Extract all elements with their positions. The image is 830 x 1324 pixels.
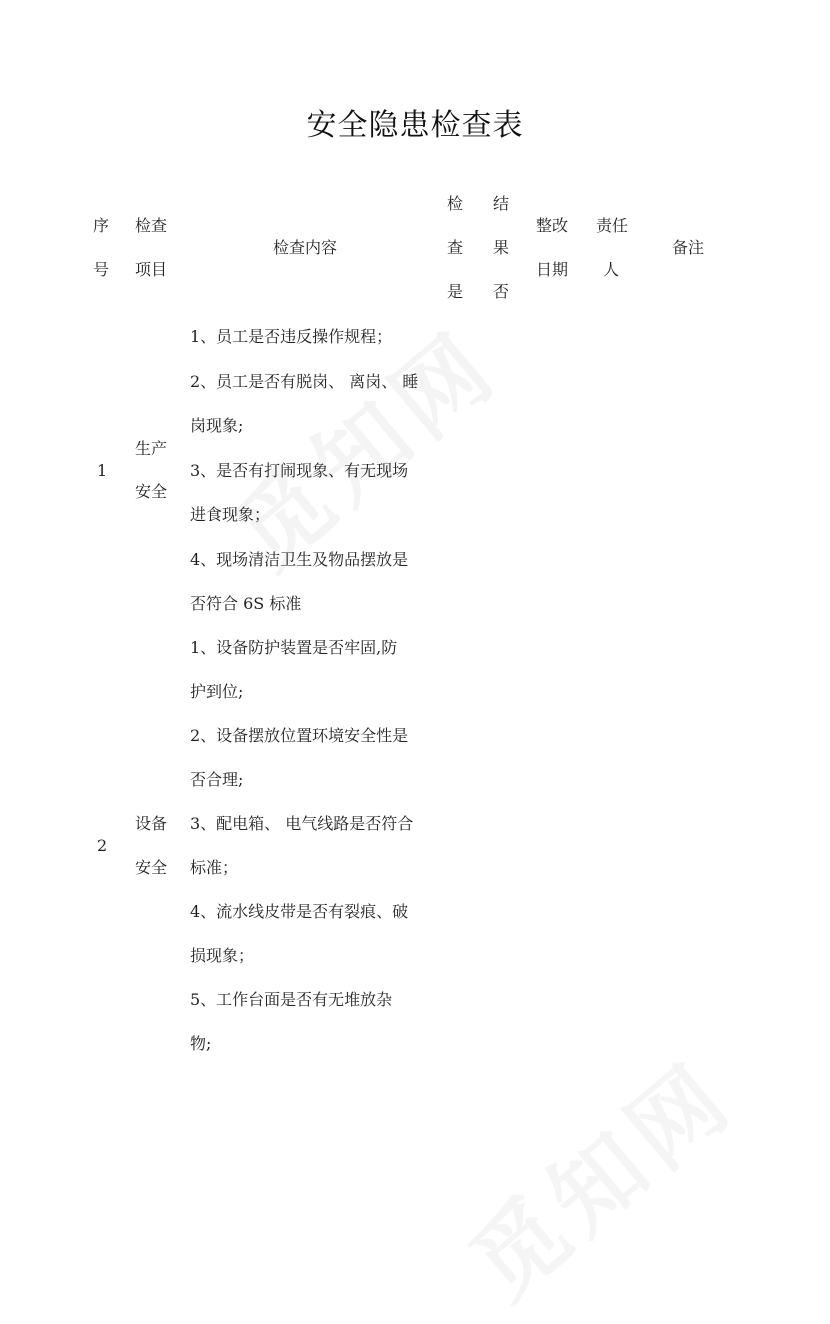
header-result-col1-line3: 是 (447, 282, 464, 301)
header-result-col1-line2: 查 (447, 238, 464, 257)
row2-content-line4: 否合理; (190, 770, 244, 789)
watermark-bottom (438, 965, 822, 1314)
header-content: 检查内容 (273, 238, 338, 257)
header-rectify-line1: 整改 (536, 216, 569, 235)
row2-content-line1: 1、设备防护装置是否牢固,防 (190, 638, 398, 657)
header-remarks: 备注 (672, 238, 705, 257)
header-result-col2-line1: 结 (493, 194, 510, 213)
row1-content-line3: 岗现象; (190, 416, 244, 435)
row2-content-line8: 损现象； (190, 946, 255, 965)
row1-item-line2: 安全 (135, 482, 168, 501)
row1-item-line1: 生产 (135, 439, 168, 458)
row2-content-line9: 5、工作台面是否有无堆放杂 (190, 990, 393, 1009)
row1-content-line4: 3、是否有打闹现象、有无现场 (190, 461, 409, 480)
header-result-col2-line2: 果 (493, 238, 510, 257)
row1-content-line1: 1、员工是否违反操作规程； (190, 327, 393, 346)
header-responsible-line2: 人 (603, 260, 620, 279)
row2-content-line5: 3、配电箱、 电气线路是否符合 (190, 814, 414, 833)
row2-item-line1: 设备 (135, 814, 168, 833)
page-title: 安全隐患检查表 (306, 108, 524, 143)
row2-seq: 2 (97, 836, 108, 855)
row1-content-line6: 4、现场清洁卫生及物品摆放是 (190, 550, 409, 569)
row1-content-line2: 2、员工是否有脱岗、 离岗、 睡 (190, 372, 419, 391)
row2-content-line6: 标准； (190, 858, 239, 877)
row1-seq: 1 (97, 461, 108, 480)
watermark (203, 235, 638, 645)
row2-content-line10: 物; (190, 1034, 212, 1053)
header-result-col2-line3: 否 (493, 282, 510, 301)
header-rectify-line2: 日期 (536, 260, 569, 279)
row2-item-line2: 安全 (135, 858, 168, 877)
row2-content-line3: 2、设备摆放位置环境安全性是 (190, 726, 409, 745)
header-seq-line1: 序 (93, 216, 110, 235)
header-item-line1: 检查 (135, 216, 168, 235)
row1-content-line7: 否符合 6S 标准 (190, 594, 302, 613)
header-item-line2: 项目 (135, 260, 168, 279)
row2-content-line2: 护到位; (190, 682, 244, 701)
row2-content-line7: 4、流水线皮带是否有裂痕、破 (190, 902, 409, 921)
header-result-col1-line1: 检 (447, 194, 464, 213)
header-responsible-line1: 责任 (596, 216, 629, 235)
row1-content-line5: 进食现象； (190, 505, 271, 524)
header-seq-line2: 号 (93, 260, 110, 279)
